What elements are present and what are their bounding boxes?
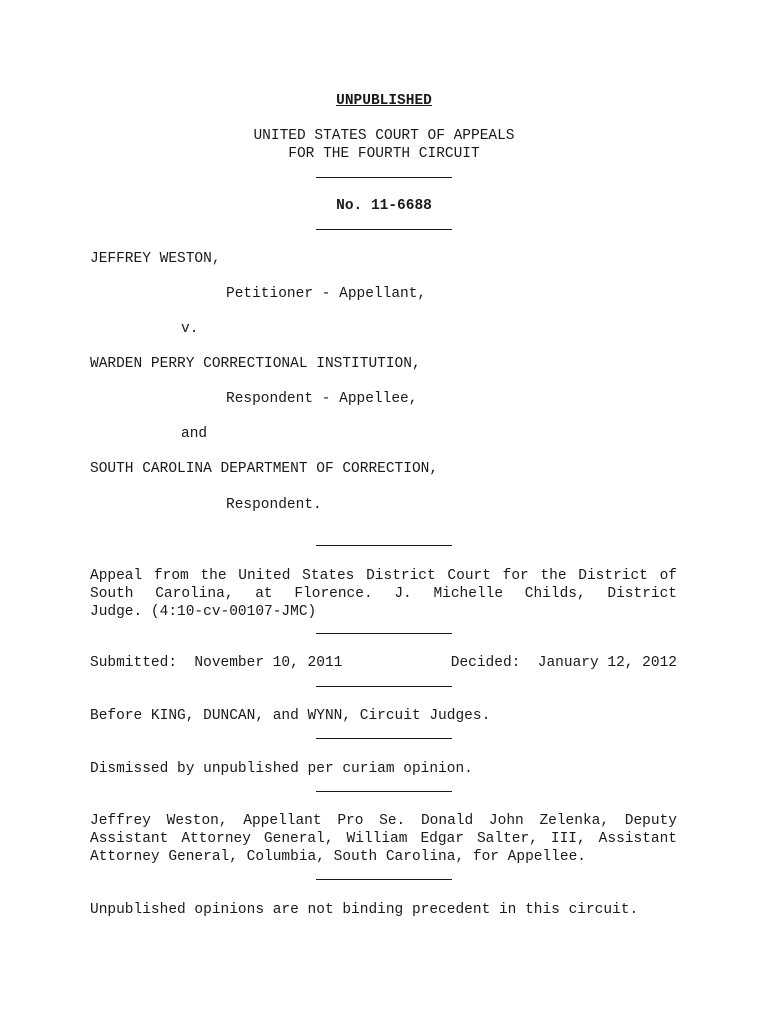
conjunction-label: and <box>181 426 208 442</box>
submitted-date: Submitted: November 10, 2011 <box>90 655 343 671</box>
divider-rule <box>316 177 452 178</box>
divider-rule <box>316 229 452 230</box>
versus-label: v. <box>181 321 199 337</box>
appellant-role: Petitioner - Appellant, <box>226 286 427 302</box>
counsel-line: Jeffrey Weston, Appellant Pro Se. Donald John Zelenka, Deputy <box>90 813 677 829</box>
counsel-paragraph <box>90 812 677 866</box>
appellee-name: WARDEN PERRY CORRECTIONAL INSTITUTION, <box>90 356 421 372</box>
divider-rule <box>316 633 452 634</box>
appeal-line: South Carolina, at Florence. J. Michelle Childs, District <box>90 586 677 602</box>
respondent-role: Respondent. <box>226 497 322 513</box>
court-name-line2: FOR THE FOURTH CIRCUIT <box>288 146 480 162</box>
divider-rule <box>316 791 452 792</box>
respondent-name: SOUTH CAROLINA DEPARTMENT OF CORRECTION, <box>90 461 439 477</box>
appeal-paragraph <box>90 567 677 621</box>
dates-row <box>90 654 677 672</box>
divider-rule <box>316 686 452 687</box>
panel-judges: Before KING, DUNCAN, and WYNN, Circuit Judges. <box>90 708 491 724</box>
counsel-line: Attorney General, Columbia, South Carolina, for Appellee. <box>90 849 586 865</box>
appeal-line: Appeal from the United States District Court for the District of <box>90 568 677 584</box>
unpublished-label: UNPUBLISHED <box>336 93 432 109</box>
court-name-line1: UNITED STATES COURT OF APPEALS <box>253 128 515 144</box>
disposition: Dismissed by unpublished per curiam opinion. <box>90 761 473 777</box>
divider-rule <box>316 879 452 880</box>
decided-date: Decided: January 12, 2012 <box>450 655 677 671</box>
appellee-role: Respondent - Appellee, <box>226 391 418 407</box>
case-number: No. 11-6688 <box>336 198 432 214</box>
appeal-line: Judge. (4:10-cv-00107-JMC) <box>90 604 317 620</box>
precedent-notice: Unpublished opinions are not binding precedent in this circuit. <box>90 902 639 918</box>
divider-rule <box>316 738 452 739</box>
appellant-name: JEFFREY WESTON, <box>90 251 221 267</box>
divider-rule <box>316 545 452 546</box>
counsel-line: Assistant Attorney General, William Edgar Salter, III, Assistant <box>90 831 677 847</box>
